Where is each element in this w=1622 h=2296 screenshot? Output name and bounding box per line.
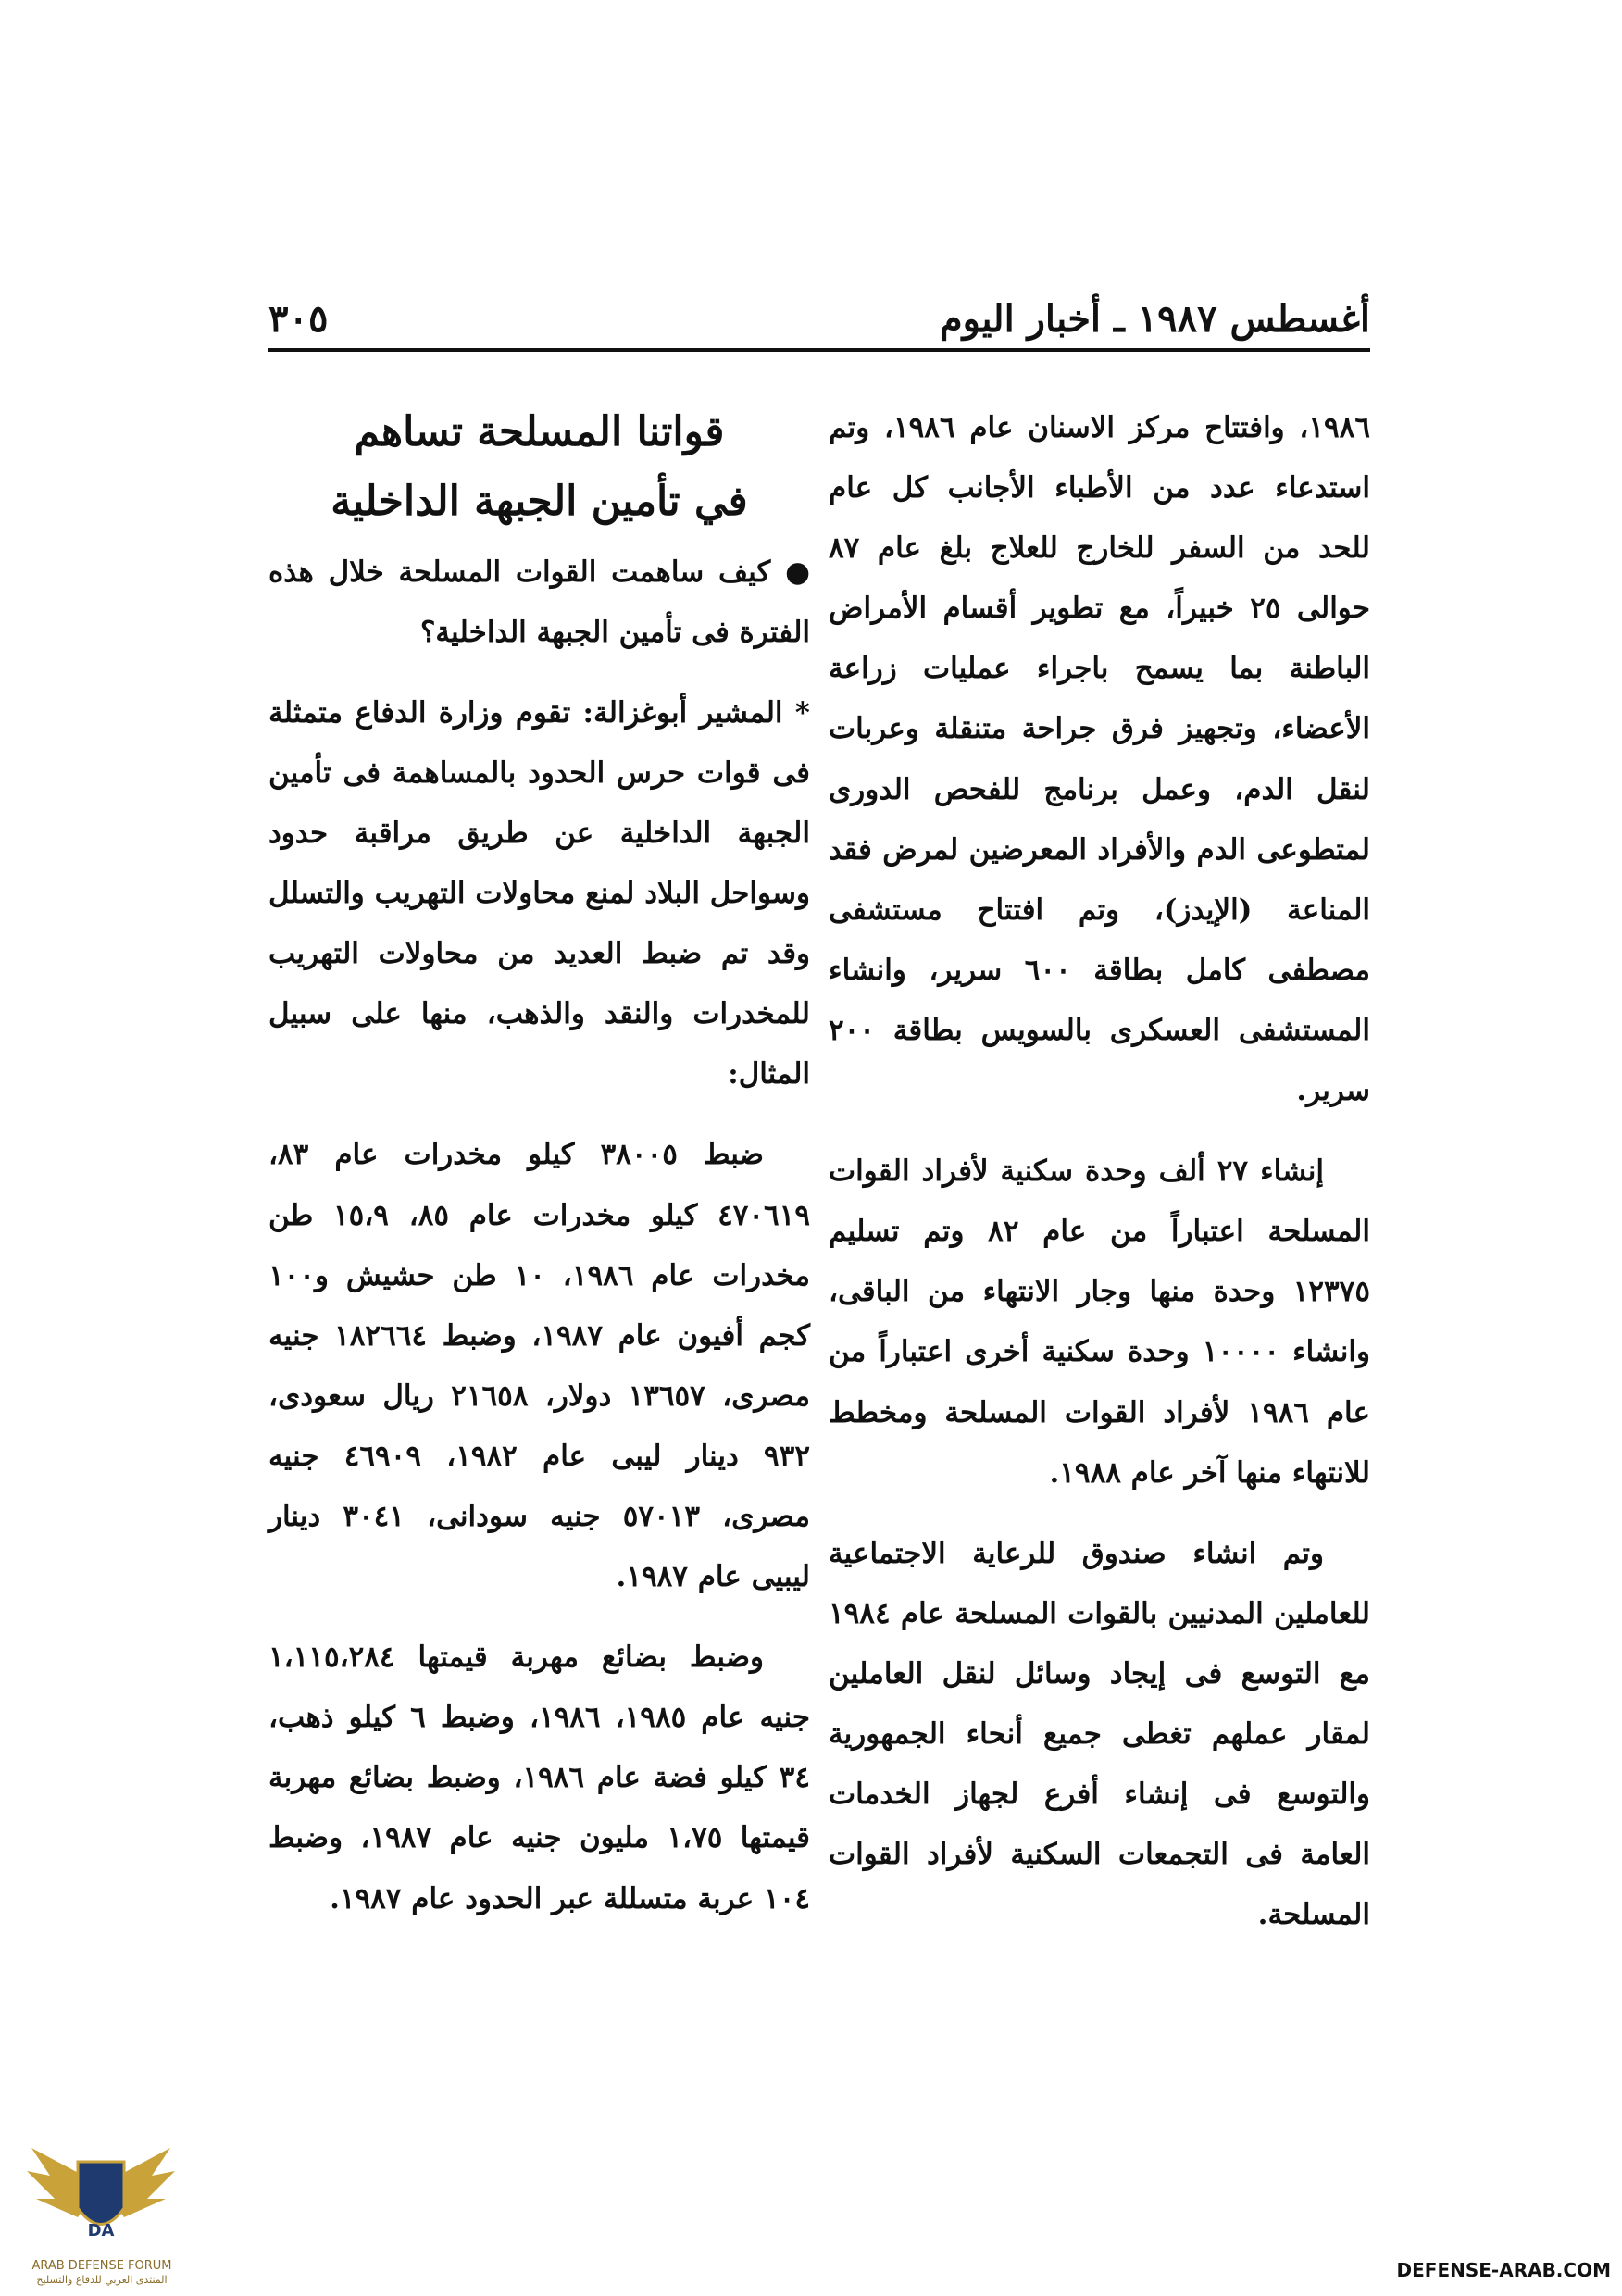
logo-text: ARAB DEFENSE FORUM [31,2259,172,2273]
left-column [268,398,810,1950]
right-column [829,398,1370,1965]
logo-shield [78,2162,124,2225]
header-title: أغسطس ١٩٨٧ ـ أخبار اليوم [939,297,1370,341]
paragraph-social-fund: وتم انشاء صندوق للرعاية الاجتماعية للعاملين المدنيين بالقوات المسلحة عام ١٩٨٤ مع التوسع فى إيجاد وسائل لنقل العاملين لمقار عملهم تغطى جميع أنحاء الجمهورية والتوسع فى إنشاء أفرع لجهاز الخدمات العامة فى التجمعات السكنية لأفراد القوات المسلحة. [829,1536,1370,1932]
logo-subtext: المنتدى العربي للدفاع والتسليح [36,2273,168,2286]
paragraph-housing: إنشاء ٢٧ ألف وحدة سكنية لأفراد القوات المسلحة اعتباراً من عام ٨٢ وتم تسليم ١٢٣٧٥ وحدة منها وجار الانتهاء من الباقى، وانشاء ١٠٠٠٠ وحدة سكنية أخرى اعتباراً من عام ١٩٨٦ لأفراد القوات المسلحة ومخطط للانتهاء منها آخر عام ١٩٨٨. [829,1154,1370,1490]
logo-monogram: DA [87,2221,115,2240]
paragraph-drug-seizures: ضبط ٣٨٠٠٥ كيلو مخدرات عام ٨٣، ٤٧٠٦١٩ كيلو مخدرات عام ٨٥، ١٥،٩ طن مخدرات عام ١٩٨٦، ١٠ طن حشيش و١٠٠ كجم أفيون عام ١٩٨٧، وضبط ١٨٢٦٦٤ جنيه مصرى، ١٣٦٥٧ دولار، ٢١٦٥٨ ريال سعودى، ٩٣٢ دينار ليبى عام ١٩٨٢، ٤٦٩٠٩ جنيه مصرى، ٥٧٠١٣ جنيه سودانى، ٣٠٤١ دينار ليبيى عام ١٩٨٧. [268,1138,811,1594]
interview-question: ● كيف ساهمت القوات المسلحة خلال هذه الفترة فى تأمين الجبهة الداخلية؟ [268,555,810,649]
paragraph-hospitals: ١٩٨٦، وافتتاح مركز الاسنان عام ١٩٨٦، وتم استدعاء عدد من الأطباء الأجانب كل عام للحد من السفر للخارج للعلاج بلغ عام ٨٧ حوالى ٢٥ خبيراً، مع تطوير أقسام الأمراض الباطنة بما يسمح باجراء عمليات زراعة الأعضاء، وتجهيز فرق جراحة متنقلة وعربات لنقل الدم، وعمل برنامج للفحص الدورى لمتطوعى الدم والأفراد المعرضين لمرض فقد المناعة (الإيدز)، وتم افتتاح مستشفى مصطفى كامل بطاقة ٦٠٠ سرير، وانشاء المستشفى العسكرى بالسويس بطاقة ٢٠٠ سرير. [829,411,1371,1108]
page-number: ٣٠٥ [268,297,329,341]
section-title [268,398,810,537]
watermark-url: DEFENSE-ARAB.COM [1396,2259,1611,2281]
section-title-line-1: قواتنا المسلحة تساهم [354,408,725,455]
logo-caption [9,2259,194,2286]
section-title-line-2: في تأمين الجبهة الداخلية [331,477,748,525]
paragraph-goods-seizures: وضبط بضائع مهربة قيمتها ١،١١٥،٢٨٤ جنيه عام ١٩٨٥، ١٩٨٦، وضبط ٦ كيلو ذهب، ٣٤ كيلو فضة عام ١٩٨٦، وضبط بضائع مهربة قيمتها ١،٧٥ مليون جنيه عام ١٩٨٧، وضبط ١٠٤ عربة متسللة عبر الحدود عام ١٩٨٧. [268,1641,810,1915]
interview-answer: * المشير أبوغزالة: تقوم وزارة الدفاع متمثلة فى قوات حرس الحدود بالمساهمة فى تأمين الجبهة الداخلية عن طريق مراقبة حدود وسواحل البلاد لمنع محاولات التهريب والتسلل وقد تم ضبط العديد من محاولات التهريب للمخدرات والنقد والذهب، منها على سبيل المثال: [268,695,810,1092]
page-header [268,278,1370,352]
